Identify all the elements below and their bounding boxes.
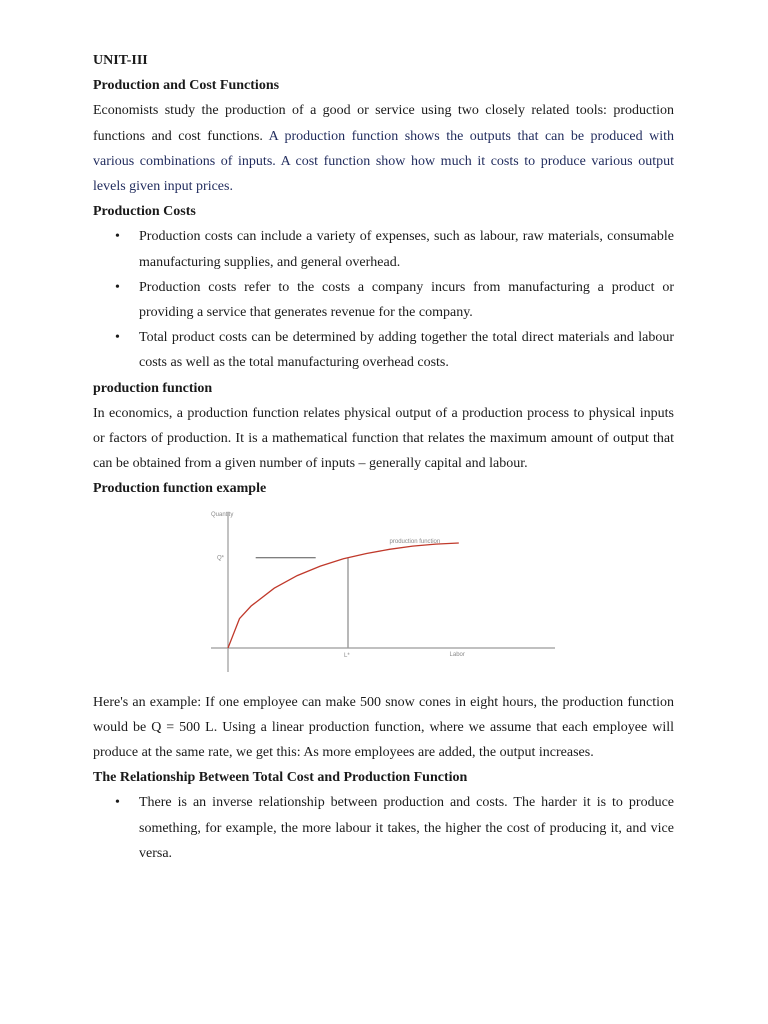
l-star-label: L* [344, 652, 350, 659]
list-item-text: There is an inverse relationship between production and costs. The harder it is to produce something, for example, the more labour it takes, the higher the cost of producing it, and vice versa. [139, 795, 674, 861]
series-label: production function [389, 538, 441, 545]
list-item [115, 275, 674, 325]
list-item [115, 224, 674, 274]
bullet-icon: • [115, 279, 120, 295]
list-item-text: Production costs can include a variety of expenses, such as labour, raw materials, consumable manufacturing supplies, and general overhead. [139, 229, 674, 270]
list-item-text: Total product costs can be determined by adding together the total direct materials and labour costs as well as the total manufacturing overhead costs. [139, 330, 674, 371]
bullet-icon: • [115, 330, 120, 346]
document-page [93, 48, 674, 866]
relationship-list [93, 790, 674, 866]
section-heading-production-costs: Production Costs [93, 204, 196, 220]
section-heading-production-cost-functions: Production and Cost Functions [93, 78, 280, 94]
production-costs-list [93, 224, 674, 375]
list-item [115, 790, 674, 866]
bullet-icon: • [115, 229, 120, 245]
chart-svg [211, 506, 556, 678]
y-axis-label: Quantity [211, 511, 234, 518]
production-curve-line [228, 543, 459, 648]
list-item [115, 325, 674, 375]
section-heading-relationship: The Relationship Between Total Cost and Production Function [93, 770, 468, 786]
section-heading-production-function-example: Production function example [93, 481, 267, 497]
section-heading-production-function: production function [93, 380, 213, 396]
x-axis-label: Labor [449, 651, 465, 658]
list-item-text: Production costs refer to the costs a company incurs from manufacturing a product or providing a service that generates revenue for the company. [139, 279, 674, 321]
paragraph-example: Here's an example: If one employee can make 500 snow cones in eight hours, the production function would be Q = 500 L. Using a linear production function, where we assume that each employee will produce at the same rate, we get this: As more employees are added, the output increases. [93, 694, 674, 761]
bullet-icon: • [115, 795, 120, 811]
intro-text-a: Economists study the production of a good or service using two closely related tools: production functions and cost functions. [93, 103, 674, 144]
paragraph-intro [93, 98, 674, 199]
intro-text-b: A production function shows the outputs that can be produced with various combinations of inputs. A cost function show how much it costs to produce various output levels given input prices. [93, 128, 675, 195]
paragraph-production-function: In economics, a production function relates physical output of a production process to physical inputs or factors of production. It is a mathematical function that relates the maximum amount of output that can be obtained from a given number of inputs – generally capital and labour. [93, 405, 674, 472]
production-function-chart [93, 506, 674, 682]
q-star-label: Q* [217, 555, 225, 562]
unit-title: UNIT-III [93, 53, 148, 68]
